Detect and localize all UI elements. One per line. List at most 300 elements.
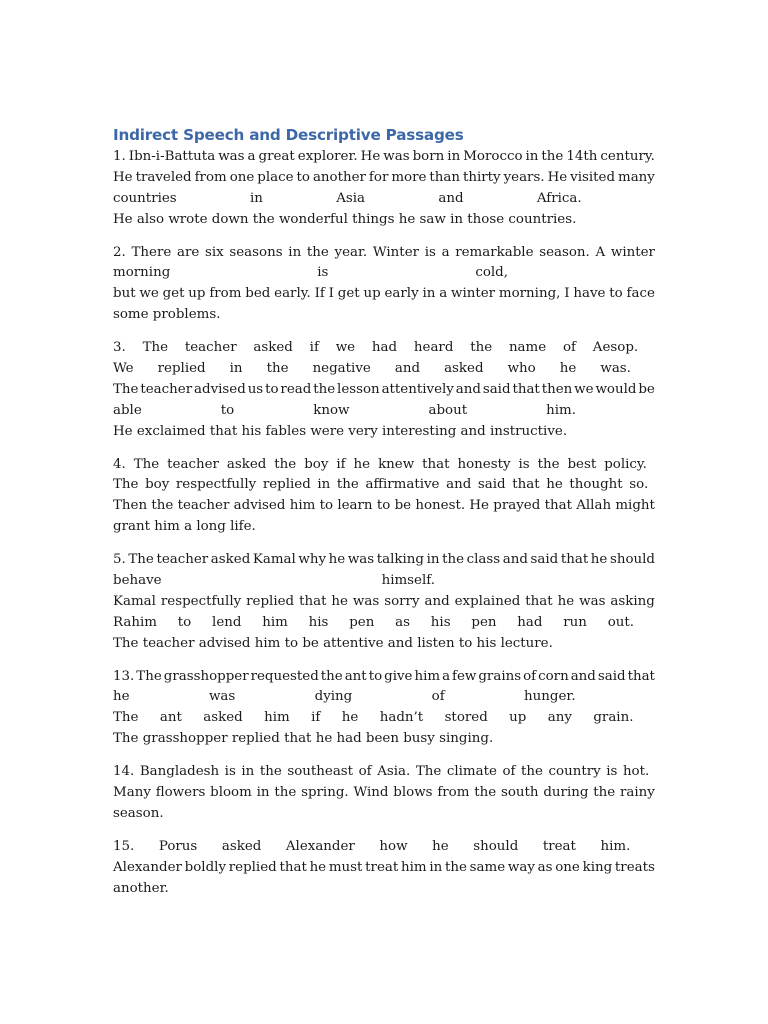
word: asked xyxy=(444,361,484,377)
word: spring. xyxy=(301,785,349,801)
word: The xyxy=(128,552,154,568)
word: seasons xyxy=(229,244,283,260)
text-line xyxy=(113,455,655,476)
text-line xyxy=(113,837,655,858)
word: one xyxy=(555,859,580,875)
word: get xyxy=(162,286,185,302)
word: knew xyxy=(378,456,415,472)
word: his xyxy=(430,614,451,630)
word: respectfully xyxy=(160,593,242,609)
word: was. xyxy=(600,361,631,377)
word: early. xyxy=(274,286,311,302)
word: was xyxy=(383,149,410,164)
word: in xyxy=(317,477,331,493)
word: and xyxy=(438,190,464,206)
word: hadn’t xyxy=(379,710,424,726)
word: in xyxy=(229,361,243,377)
word: out. xyxy=(607,614,635,630)
word: 14th xyxy=(566,149,598,164)
word: replied xyxy=(262,477,311,493)
word: Alexander xyxy=(285,838,355,854)
word: of xyxy=(562,340,576,356)
text-line xyxy=(113,147,655,168)
text-line: another. xyxy=(113,880,169,896)
word: him xyxy=(289,498,316,514)
word: the xyxy=(151,498,174,514)
word: be xyxy=(394,498,412,514)
word: 15. xyxy=(113,838,135,854)
word: 5. xyxy=(113,552,126,568)
word: Alexander xyxy=(113,859,182,875)
word: if xyxy=(311,710,321,726)
word: about xyxy=(428,402,468,418)
word: He xyxy=(113,169,133,185)
word: I xyxy=(328,286,334,302)
word: is xyxy=(424,244,436,260)
word: hunger. xyxy=(524,689,576,705)
word: replied xyxy=(246,593,295,609)
word: boy xyxy=(145,477,170,493)
word: himself. xyxy=(381,573,435,589)
word: his xyxy=(308,614,329,630)
text-line xyxy=(113,550,655,571)
text-line xyxy=(113,189,655,210)
word: Africa. xyxy=(536,190,582,206)
word: as xyxy=(395,614,410,630)
word: give xyxy=(384,668,413,684)
word: any xyxy=(547,710,572,726)
word: The xyxy=(113,381,139,397)
word: advised xyxy=(233,498,286,514)
paragraph xyxy=(113,667,655,751)
word: who xyxy=(507,361,536,377)
word: same xyxy=(469,859,506,875)
word: requested xyxy=(250,668,319,684)
word: the xyxy=(306,244,329,260)
word: how xyxy=(379,838,408,854)
word: learn xyxy=(337,498,373,514)
word: climate xyxy=(446,764,497,780)
word: to xyxy=(609,286,623,302)
document-title: Indirect Speech and Descriptive Passages xyxy=(113,126,464,144)
word: great xyxy=(258,149,295,164)
word: If xyxy=(314,286,325,302)
word: talking xyxy=(376,552,424,568)
word: from xyxy=(437,785,470,801)
word: Kamal xyxy=(113,593,156,609)
word: a xyxy=(441,244,450,260)
word: he xyxy=(341,710,359,726)
word: in xyxy=(447,149,461,164)
word: replied xyxy=(157,361,206,377)
word: that xyxy=(422,456,450,472)
word: the xyxy=(259,764,282,780)
text-line xyxy=(113,243,655,264)
word: and xyxy=(394,361,421,377)
word: are xyxy=(176,244,200,260)
text-line xyxy=(113,401,655,422)
word: the xyxy=(474,785,497,801)
word: best xyxy=(567,456,597,472)
word: few xyxy=(452,668,477,684)
word: for xyxy=(368,169,389,185)
paragraph xyxy=(113,550,655,654)
word: that xyxy=(279,859,307,875)
word: southeast xyxy=(287,764,354,780)
word: he xyxy=(113,689,130,705)
word: years. xyxy=(503,169,545,185)
text-line xyxy=(113,613,655,634)
word: south xyxy=(500,785,539,801)
word: from xyxy=(209,286,242,302)
word: morning, xyxy=(498,286,561,302)
word: one xyxy=(229,169,255,185)
word: pen xyxy=(349,614,375,630)
word: asked xyxy=(253,340,293,356)
word: must xyxy=(328,859,363,875)
word: up xyxy=(188,286,206,302)
word: in xyxy=(426,552,440,568)
word: season. xyxy=(539,244,590,260)
word: but xyxy=(113,286,136,302)
word: the xyxy=(593,785,616,801)
paragraph xyxy=(113,762,655,825)
word: he xyxy=(546,477,563,493)
word: if xyxy=(309,340,319,356)
word: attentively xyxy=(381,381,454,397)
text-line xyxy=(113,783,655,804)
word: he xyxy=(353,456,371,472)
word: up xyxy=(363,286,381,302)
word: blows xyxy=(393,785,433,801)
word: we xyxy=(139,286,159,302)
word: Porus xyxy=(158,838,198,854)
word: why xyxy=(298,552,327,568)
word: six xyxy=(204,244,224,260)
word: asked xyxy=(221,838,262,854)
word: 1. xyxy=(113,149,126,164)
word: more xyxy=(391,169,427,185)
word: treat xyxy=(365,859,399,875)
word: of xyxy=(358,764,372,780)
word: winter xyxy=(610,244,655,260)
text-line: The grasshopper replied that he had been busy singing. xyxy=(113,731,494,747)
word: is xyxy=(224,764,236,780)
text-line xyxy=(113,380,655,401)
word: place xyxy=(257,169,294,185)
word: the xyxy=(336,477,359,493)
text-line xyxy=(113,858,655,879)
word: born xyxy=(412,149,445,164)
word: the xyxy=(320,668,343,684)
word: was xyxy=(347,552,375,568)
word: have xyxy=(573,286,606,302)
word: the xyxy=(266,361,289,377)
word: Allah xyxy=(576,498,612,514)
word: know xyxy=(313,402,350,418)
word: in xyxy=(525,149,539,164)
word: replied xyxy=(228,859,277,875)
word: remarkable xyxy=(455,244,534,260)
word: he xyxy=(590,552,608,568)
word: asked xyxy=(210,552,251,568)
word: thought xyxy=(569,477,623,493)
word: face xyxy=(626,286,655,302)
word: grain. xyxy=(593,710,634,726)
text-line: season. xyxy=(113,805,164,821)
word: early xyxy=(384,286,419,302)
word: in xyxy=(256,785,270,801)
word: The xyxy=(415,764,442,780)
word: asked xyxy=(203,710,243,726)
word: stored xyxy=(444,710,488,726)
word: corn xyxy=(538,668,569,684)
word: and xyxy=(455,381,481,397)
word: him. xyxy=(546,402,576,418)
word: is xyxy=(518,456,530,472)
word: that xyxy=(627,668,655,684)
word: the xyxy=(470,340,493,356)
word: teacher xyxy=(177,498,230,514)
word: to xyxy=(177,614,192,630)
word: flowers xyxy=(155,785,206,801)
word: honest. xyxy=(415,498,466,514)
word: Then xyxy=(113,498,148,514)
word: was xyxy=(218,149,245,164)
word: Kamal xyxy=(252,552,296,568)
word: Wind xyxy=(353,785,389,801)
word: We xyxy=(113,361,134,377)
word: him xyxy=(262,614,288,630)
word: the xyxy=(274,456,297,472)
word: the xyxy=(274,785,297,801)
word: 4. xyxy=(113,456,126,472)
word: Ibn-i-Battuta xyxy=(128,149,216,164)
word: lend xyxy=(212,614,242,630)
word: a xyxy=(247,149,256,164)
word: to xyxy=(319,498,334,514)
word: in xyxy=(429,859,443,875)
word: name xyxy=(508,340,547,356)
word: that xyxy=(512,381,540,397)
word: boy xyxy=(304,456,329,472)
word: in xyxy=(249,190,263,206)
word: able xyxy=(113,402,142,418)
word: boldly xyxy=(184,859,227,875)
word: he xyxy=(432,838,449,854)
word: policy. xyxy=(604,456,647,472)
word: in xyxy=(241,764,255,780)
word: respectfully xyxy=(175,477,257,493)
word: as xyxy=(537,859,553,875)
word: was xyxy=(579,593,606,609)
word: that xyxy=(525,593,553,609)
text-line: The teacher advised him to be attentive and listen to his lecture. xyxy=(113,635,553,651)
word: had xyxy=(517,614,543,630)
word: A xyxy=(595,244,606,260)
word: had xyxy=(371,340,398,356)
word: The xyxy=(133,456,160,472)
word: visited xyxy=(570,169,616,185)
word: him xyxy=(264,710,290,726)
word: the xyxy=(537,456,560,472)
word: we xyxy=(335,340,356,356)
word: than xyxy=(429,169,460,185)
word: him xyxy=(400,859,427,875)
word: bloom xyxy=(210,785,252,801)
word: grains xyxy=(478,668,522,684)
word: was xyxy=(352,593,380,609)
word: honesty xyxy=(457,456,511,472)
word: of xyxy=(502,764,516,780)
word: teacher xyxy=(184,340,237,356)
word: he xyxy=(331,593,348,609)
word: king xyxy=(582,859,613,875)
word: and xyxy=(502,552,528,568)
word: up xyxy=(509,710,527,726)
word: said xyxy=(530,552,559,568)
word: the xyxy=(313,381,336,397)
word: 2. xyxy=(113,244,126,260)
word: to xyxy=(265,381,279,397)
word: to xyxy=(296,169,310,185)
word: grasshopper xyxy=(163,668,249,684)
word: another xyxy=(312,169,366,185)
word: teacher xyxy=(156,552,209,568)
word: was xyxy=(208,689,236,705)
word: teacher xyxy=(140,381,193,397)
word: he xyxy=(328,552,346,568)
word: in xyxy=(288,244,302,260)
text-line: He exclaimed that his fables were very interesting and instructive. xyxy=(113,423,568,439)
text-line: He also wrote down the wonderful things he saw in those countries. xyxy=(113,211,577,227)
word: him. xyxy=(600,838,631,854)
text-line: grant him a long life. xyxy=(113,519,256,535)
word: to xyxy=(220,402,235,418)
word: 13. xyxy=(113,668,135,684)
paragraph xyxy=(113,338,655,442)
word: said xyxy=(597,668,626,684)
word: that xyxy=(544,498,572,514)
word: treat xyxy=(542,838,576,854)
word: 3. xyxy=(113,340,126,356)
word: He xyxy=(547,169,568,185)
text-line xyxy=(113,359,655,380)
word: winter xyxy=(451,286,496,302)
word: He xyxy=(469,498,489,514)
word: lesson xyxy=(337,381,380,397)
word: to xyxy=(376,498,391,514)
paragraph xyxy=(113,147,655,231)
word: Aesop. xyxy=(592,340,639,356)
word: and xyxy=(570,668,596,684)
word: I xyxy=(564,286,570,302)
word: we xyxy=(574,381,594,397)
word: rainy xyxy=(619,785,655,801)
word: thirty xyxy=(462,169,501,185)
word: him xyxy=(414,668,441,684)
word: The xyxy=(113,710,139,726)
text-line xyxy=(113,168,655,189)
word: the xyxy=(442,552,465,568)
word: year. xyxy=(334,244,368,260)
word: that xyxy=(299,593,327,609)
paragraph xyxy=(113,243,655,327)
word: The xyxy=(142,340,169,356)
word: behave xyxy=(113,573,162,589)
word: be xyxy=(638,381,655,397)
word: bed xyxy=(245,286,271,302)
word: the xyxy=(521,764,543,780)
word: way xyxy=(507,859,535,875)
word: to xyxy=(368,668,383,684)
word: should xyxy=(473,838,519,854)
word: during xyxy=(543,785,589,801)
word: in xyxy=(422,286,436,302)
word: the xyxy=(444,859,467,875)
word: should xyxy=(609,552,655,568)
word: and xyxy=(424,593,450,609)
word: country xyxy=(548,764,601,780)
text-line xyxy=(113,687,655,708)
word: dying xyxy=(314,689,353,705)
word: ant xyxy=(159,710,182,726)
word: a xyxy=(439,286,448,302)
word: of xyxy=(523,668,537,684)
word: if xyxy=(336,456,346,472)
word: of xyxy=(431,689,445,705)
word: class xyxy=(466,552,501,568)
word: prayed xyxy=(493,498,541,514)
word: countries xyxy=(113,190,177,206)
text-line xyxy=(113,475,655,496)
word: He xyxy=(360,149,381,164)
text-line xyxy=(113,263,655,284)
word: he xyxy=(309,859,327,875)
word: The xyxy=(113,477,139,493)
word: he xyxy=(559,361,577,377)
word: cold, xyxy=(475,265,509,281)
text-line xyxy=(113,496,655,517)
text-line: some problems. xyxy=(113,307,221,323)
word: asked xyxy=(226,456,267,472)
text-line xyxy=(113,284,655,305)
word: sorry xyxy=(384,593,420,609)
word: Many xyxy=(113,785,151,801)
word: 14. xyxy=(113,764,135,780)
word: traveled xyxy=(135,169,192,185)
document-page xyxy=(113,124,655,912)
word: negative xyxy=(312,361,371,377)
word: might xyxy=(615,498,655,514)
word: hot. xyxy=(622,764,650,780)
word: he xyxy=(557,593,575,609)
text-line xyxy=(113,571,655,592)
word: that xyxy=(512,477,540,493)
paragraph xyxy=(113,455,655,539)
word: Asia xyxy=(336,190,366,206)
word: century. xyxy=(600,149,655,164)
word: read xyxy=(280,381,312,397)
word: that xyxy=(560,552,589,568)
word: affirmative xyxy=(365,477,440,493)
word: Asia. xyxy=(377,764,411,780)
word: many xyxy=(618,169,655,185)
word: is xyxy=(606,764,618,780)
text-line xyxy=(113,708,655,729)
text-line xyxy=(113,667,655,688)
word: is xyxy=(317,265,329,281)
